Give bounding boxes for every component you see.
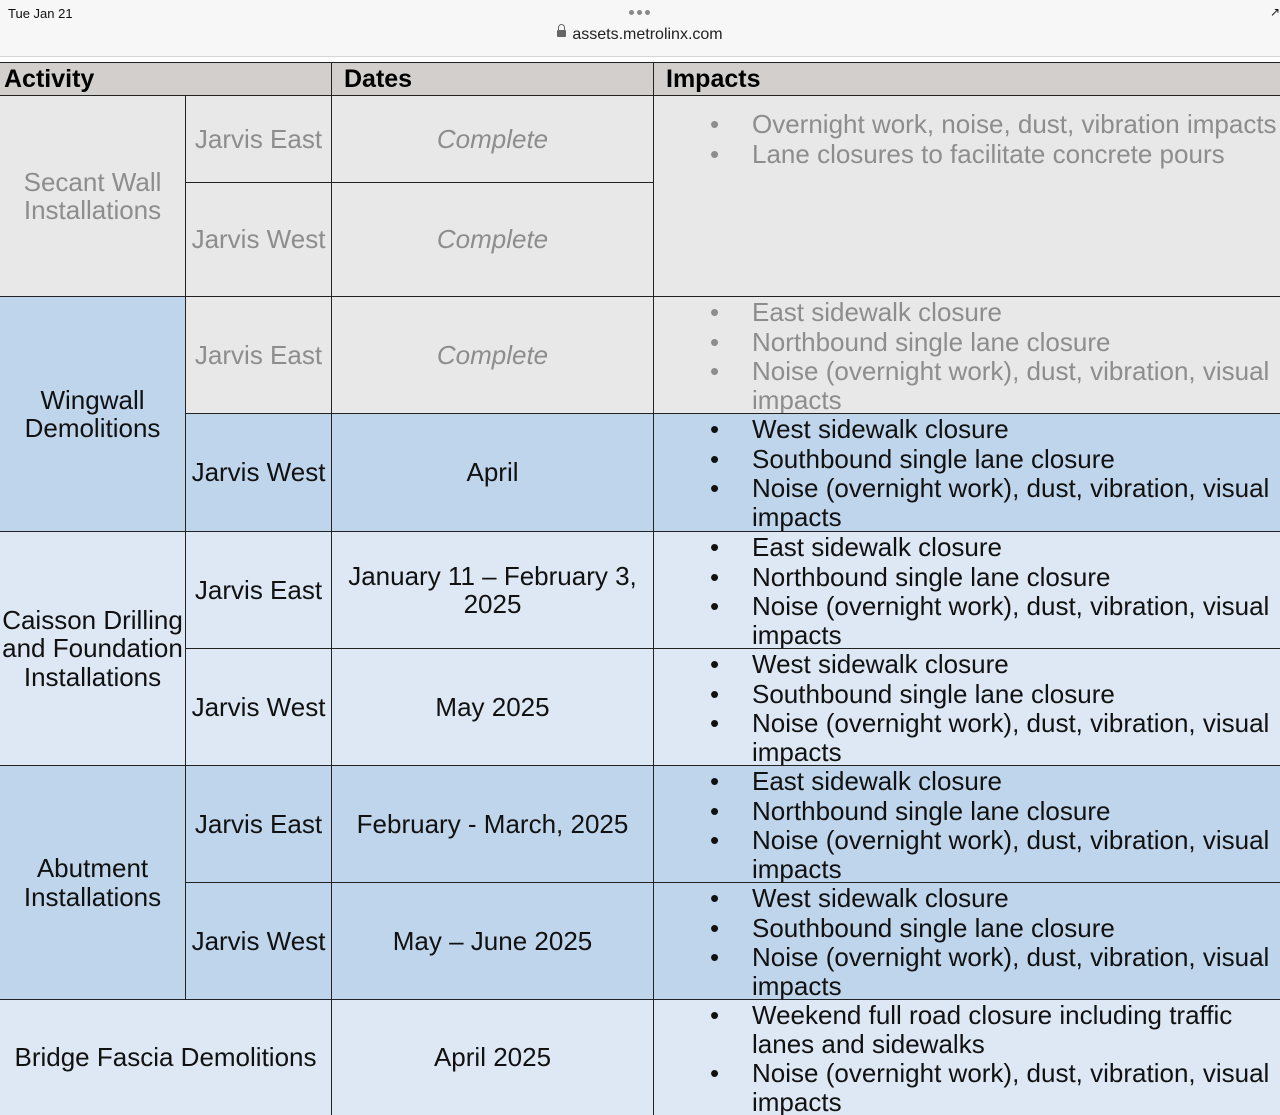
impact-item: • Noise (overnight work), dust, vibration, visual impacts (654, 709, 1280, 766)
dates-cell: Complete (332, 183, 654, 297)
status-time: Tue Jan 21 (8, 6, 73, 21)
browser-status-bar (0, 0, 1280, 57)
header-activity: Activity (0, 62, 332, 96)
dates-cell: January 11 – February 3, 2025 (332, 532, 654, 649)
impact-item: • Noise (overnight work), dust, vibration, visual impacts (654, 357, 1280, 414)
activity-caisson-drilling: Caisson Drilling and Foundation Installations (0, 532, 186, 766)
impact-item: • Northbound single lane closure (654, 563, 1280, 592)
impact-item: • East sidewalk closure (654, 533, 1280, 562)
impacts-cell (654, 414, 1280, 532)
location-jarvis-east: Jarvis East (186, 766, 332, 883)
dates-cell: April 2025 (332, 1000, 654, 1115)
impacts-cell (654, 649, 1280, 766)
dates-cell: April (332, 414, 654, 532)
impacts-cell (654, 766, 1280, 883)
location-jarvis-east: Jarvis East (186, 297, 332, 414)
dates-cell: February - March, 2025 (332, 766, 654, 883)
impact-item: • East sidewalk closure (654, 298, 1280, 327)
dates-cell: Complete (332, 297, 654, 414)
impacts-cell (654, 883, 1280, 1000)
url-text: assets.metrolinx.com (572, 26, 723, 43)
impact-item: • Overnight work, noise, dust, vibration impacts (654, 110, 1280, 139)
location-jarvis-east: Jarvis East (186, 96, 332, 183)
location-icon: ↗ (1269, 5, 1280, 19)
activity-secant-wall: Secant Wall Installations (0, 96, 186, 297)
impacts-cell (654, 532, 1280, 649)
more-dots-icon[interactable] (629, 10, 655, 16)
impact-item: • Southbound single lane closure (654, 445, 1280, 474)
location-jarvis-west: Jarvis West (186, 883, 332, 1000)
impact-item: • Noise (overnight work), dust, vibration, visual impacts (654, 1059, 1280, 1115)
location-jarvis-west: Jarvis West (186, 183, 332, 297)
impact-item: • Noise (overnight work), dust, vibration, visual impacts (654, 474, 1280, 531)
construction-schedule-table (0, 62, 1280, 1115)
dates-cell: May – June 2025 (332, 883, 654, 1000)
address-bar[interactable] (0, 26, 1280, 44)
dates-cell: Complete (332, 96, 654, 183)
dates-cell: May 2025 (332, 649, 654, 766)
activity-bridge-fascia-demolitions: Bridge Fascia Demolitions (0, 1000, 332, 1115)
location-jarvis-east: Jarvis East (186, 532, 332, 649)
activity-wingwall-demolitions: Wingwall Demolitions (0, 297, 186, 532)
impact-item: • West sidewalk closure (654, 650, 1280, 679)
impact-item: • Northbound single lane closure (654, 328, 1280, 357)
impact-item: • West sidewalk closure (654, 884, 1280, 913)
impact-item: • Northbound single lane closure (654, 797, 1280, 826)
impact-item: • West sidewalk closure (654, 415, 1280, 444)
impact-item: • Noise (overnight work), dust, vibration, visual impacts (654, 826, 1280, 883)
impact-item: • Southbound single lane closure (654, 914, 1280, 943)
impact-item: • Noise (overnight work), dust, vibration, visual impacts (654, 592, 1280, 649)
impact-item: • East sidewalk closure (654, 767, 1280, 796)
impacts-cell (654, 96, 1280, 297)
location-jarvis-west: Jarvis West (186, 414, 332, 532)
lock-icon (557, 30, 566, 37)
impact-item: • Noise (overnight work), dust, vibration, visual impacts (654, 943, 1280, 1000)
impacts-cell (654, 1000, 1280, 1115)
impacts-cell (654, 297, 1280, 414)
location-jarvis-west: Jarvis West (186, 649, 332, 766)
header-dates: Dates (332, 62, 654, 96)
header-impacts: Impacts (654, 62, 1280, 96)
activity-abutment-installations: Abutment Installations (0, 766, 186, 1000)
impact-item: • Lane closures to facilitate concrete pours (654, 140, 1280, 169)
impact-item: • Weekend full road closure including traffic lanes and sidewalks (654, 1001, 1280, 1058)
impact-item: • Southbound single lane closure (654, 680, 1280, 709)
